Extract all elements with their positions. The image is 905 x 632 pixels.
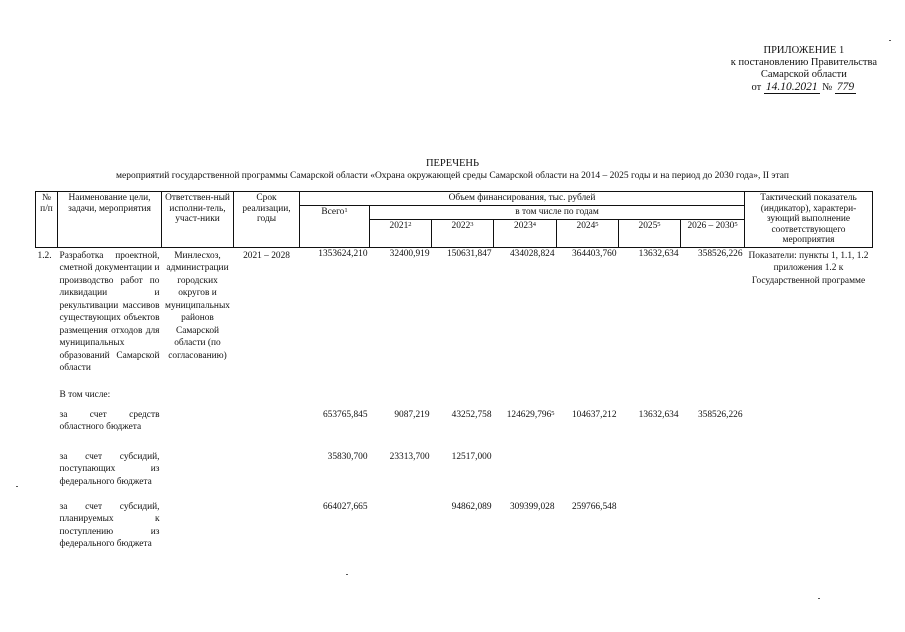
row-2025: 13632,634 (638, 409, 679, 420)
row-name: Разработка проектной, сметной документации и производство работ по ликвидации и рекультивации массивов существующих объектов размещения отходов для муниципальных образований Самарской области (59, 250, 160, 373)
appendix-block (731, 45, 877, 94)
document-subtitle: мероприятий государственной программы Самарской области «Охрана окружающей среды Самарской области на 2014 – 2025 годы и на период до 2030 года», II этап (116, 171, 789, 181)
header-year: 2026 – 2030$^5$ (681, 219, 745, 247)
row-2024: 364403,760 (571, 248, 617, 259)
handwritten-number: 779 (836, 81, 855, 93)
header-by-years: в том числе по годам (370, 205, 745, 219)
row-2025: 13632,634 (638, 248, 679, 259)
header-term: Срок реализации, годы (234, 192, 300, 248)
document-title: ПЕРЕЧЕНЬ (425, 158, 480, 169)
scan-speck (16, 486, 18, 487)
header-num: № п/п (36, 192, 58, 248)
row-2021: 23313,700 (389, 451, 430, 462)
header-indicator: Тактический показатель (индикатор), характери-зующий выполнение соответствующего мероприятия (745, 192, 873, 248)
scan-speck (818, 598, 820, 599)
row-total: 1353624,210 (318, 248, 368, 259)
header-responsible: Ответствен-ный исполни-тель, участ-ники (162, 192, 234, 248)
row-2023: 434028,824 (509, 248, 555, 259)
header-year: 2022$^3$ (432, 219, 494, 247)
row-2022: 43252,758 (451, 409, 492, 420)
row-2023: 309399,028 (509, 501, 555, 512)
row-responsible: Минлесхоз, администрации городских округов и муниципальных районов Самарской области (по согласованию) (165, 250, 230, 361)
appendix-line3: Самарской области (760, 69, 847, 80)
row-term: 2021 – 2028 (243, 250, 290, 261)
header-year: 2025$^5$ (619, 219, 681, 247)
row-name: за счет средств областного бюджета (59, 409, 160, 432)
program-table (35, 191, 873, 551)
row-num: 1.2. (37, 250, 52, 261)
table-row-federal (36, 451, 873, 497)
appendix-title: ПРИЛОЖЕНИЕ 1 (763, 45, 845, 56)
table-header (36, 192, 873, 248)
number-prefix: № (822, 82, 833, 93)
row-total: 664027,665 (322, 501, 368, 512)
header-year: 2021$^2$ (370, 219, 432, 247)
row-total: 35830,700 (327, 451, 368, 462)
scan-speck (889, 40, 891, 41)
row-indicator: Показатели: пункты 1, 1.1, 1.2 приложения 1.2 к Государственной программе (748, 250, 869, 286)
table-row-planned (36, 497, 873, 551)
appendix-date-line (731, 81, 877, 94)
date-prefix: от (751, 82, 762, 93)
header-funding: Объем финансирования, тыс. рублей (300, 192, 745, 206)
header-year: 2023$^4$ (494, 219, 557, 247)
row-2026-2030: 358526,226 (697, 409, 743, 420)
header-name: Наименование цели, задачи, мероприятия (58, 192, 162, 248)
scan-speck (346, 574, 348, 575)
row-2022: 150631,847 (446, 248, 492, 259)
header-total: Всего$^1$ (300, 205, 370, 247)
appendix-line2: к постановлению Правительства (730, 57, 877, 68)
row-2024: 259766,548 (571, 501, 617, 512)
row-2022: 12517,000 (451, 451, 492, 462)
row-2021: 9087,219 (394, 409, 430, 420)
row-2022: 94862,089 (451, 501, 492, 512)
including-label: В том числе: (59, 389, 111, 400)
row-2024: 104637,212 (571, 409, 617, 420)
row-name: за счет субсидий, поступающих из федерального бюджета (59, 451, 160, 487)
row-name: за счет субсидий, планируемых к поступлению из федерального бюджета (59, 501, 160, 549)
header-year: 2024$^5$ (557, 219, 619, 247)
row-2021: 32400,919 (389, 248, 430, 259)
row-2023: 124629,796$^5$ (506, 409, 555, 420)
row-2026-2030: 358526,226 (697, 248, 743, 259)
row-total: 653765,845 (322, 409, 368, 420)
table-row-regional (36, 405, 873, 451)
table-row-main (36, 247, 873, 375)
handwritten-date: 14.10.2021 (765, 81, 818, 93)
including-row (36, 375, 873, 405)
